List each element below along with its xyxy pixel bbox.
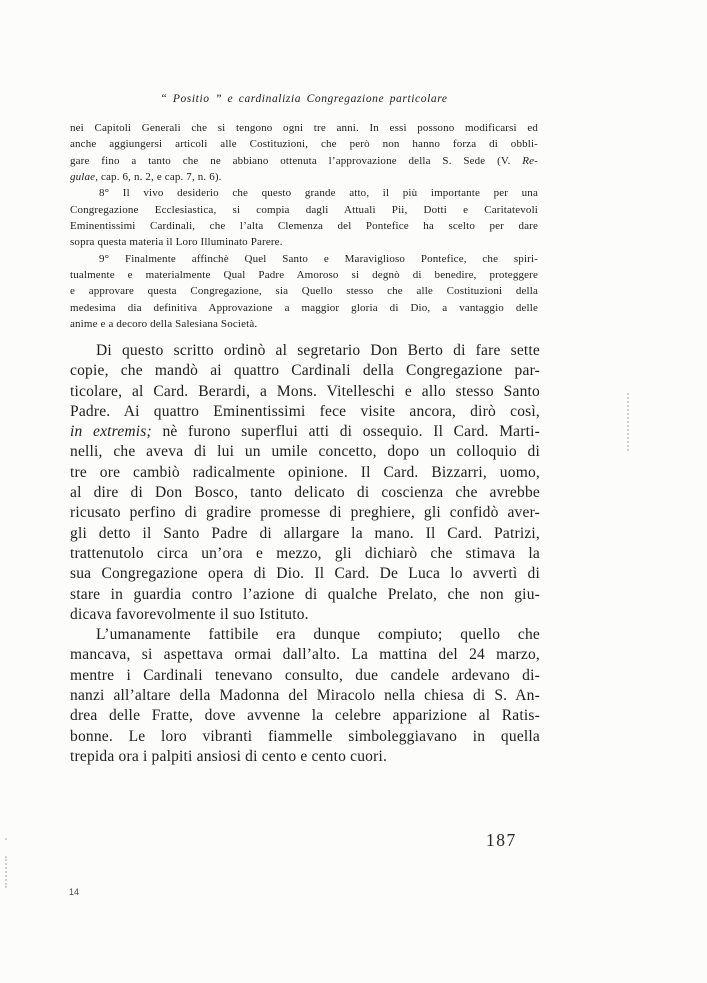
scan-artifact-dots-right	[627, 393, 629, 451]
text-line: nei Capitoli Generali che si tengono ogni tre anni. In essi possono modificarsi ed	[70, 122, 538, 134]
signature-mark: 14	[69, 887, 80, 897]
text-line: nelli, che aveva di lui un umile concetto, dopo un colloquio di	[70, 443, 540, 461]
text-line: al dire di Don Bosco, tanto delicato di coscienza che avrebbe	[70, 484, 540, 502]
text-line: trattenutolo circa un’ora e mezzo, gli dichiarò che stimava la	[70, 544, 540, 562]
scan-artifact-dots-left	[5, 856, 7, 888]
text-line: dicava favorevolmente il suo Istituto.	[70, 605, 309, 623]
text-line: anche aggiungersi articoli alle Costituzioni, che però non hanno forza di obbli-	[70, 138, 538, 151]
text-line: drea delle Fratte, dove avvenne la celebre apparizione al Ratis-	[70, 707, 540, 725]
text-line: e approvare questa Congregazione, sia Quello stesso che alle Costituzioni della	[70, 285, 538, 298]
text-line: in extremis; nè furono superflui atti di ossequio. Il Card. Marti-	[70, 423, 540, 441]
text-line: mentre i Cardinali tenevano consulto, due candele ardevano di-	[70, 666, 540, 684]
text-line: copie, che mandò ai quattro Cardinali della Congregazione par-	[70, 362, 540, 380]
text-line: sopra questa materia il Loro Illuminato Parere.	[70, 236, 283, 249]
text-line: 8° Il vivo desiderio che questo grande atto, il più importante per una	[99, 187, 538, 200]
text-line: tualmente e materialmente Qual Padre Amoroso si degnò di benedire, proteggere	[70, 269, 538, 282]
text-line: ticolare, al Card. Berardi, a Mons. Vitelleschi e allo stesso Santo	[70, 382, 540, 400]
text-line: trepida ora i palpiti ansiosi di cento e cento cuori.	[70, 747, 388, 765]
text-line: sua Congregazione opera di Dio. Il Card. De Luca lo avvertì di	[70, 565, 540, 583]
scan-artifact-dot	[5, 838, 7, 840]
text-line: mancava, si aspettava ormai dall’alto. La mattina del 24 marzo,	[70, 646, 540, 664]
text-line: nanzi all’altare della Madonna del Miracolo nella chiesa di S. An-	[70, 687, 540, 705]
text-line: gulae, cap. 6, n. 2, e cap. 7, n. 6).	[70, 171, 222, 184]
citation-text-block	[70, 120, 538, 332]
text-line: stare in guardia contro l’azione di qualche Prelato, che non giu-	[70, 585, 540, 603]
text-line: Di questo scritto ordinò al segretario Don Berto di fare sette	[96, 342, 540, 359]
text-line: medesima dia definitiva Approvazione a maggior gloria di Dio, a vantaggio delle	[70, 301, 538, 314]
text-line: 9° Finalmente affinchè Quel Santo e Maraviglioso Pontefice, che spiri-	[99, 252, 538, 265]
body-text-block	[70, 341, 540, 767]
text-line: L’umanamente fattibile era dunque compiuto; quello che	[96, 626, 540, 644]
text-line: bonne. Le loro vibranti fiammelle simboleggiavano in quella	[70, 727, 540, 745]
text-line: tre ore cambiò radicalmente opinione. Il Card. Bizzarri, uomo,	[70, 463, 540, 481]
running-header: “ Positio ” e cardinalizia Congregazione particolare	[160, 93, 448, 105]
text-line: Congregazione Ecclesiastica, si compia dagli Attuali Pii, Dotti e Caritatevoli	[70, 203, 538, 216]
text-line: Eminentissimi Cardinali, che l’alta Clemenza del Pontefice ha scelto per dare	[70, 220, 538, 233]
text-line: gare fino a tanto che ne abbiano ottenuta l’approvazione della S. Sede (V. Re-	[70, 154, 538, 167]
page-number: 187	[486, 830, 517, 850]
text-line: anime e a decoro della Salesiana Società.	[70, 318, 258, 331]
text-line: Padre. Ai quattro Eminentissimi fece visite ancora, dirò così,	[70, 402, 540, 420]
text-line: gli detto il Santo Padre di allargare la mano. Il Card. Patrizi,	[70, 524, 540, 542]
text-line: ricusato perfino di gradire promesse di preghiere, gli confidò aver-	[70, 504, 540, 522]
